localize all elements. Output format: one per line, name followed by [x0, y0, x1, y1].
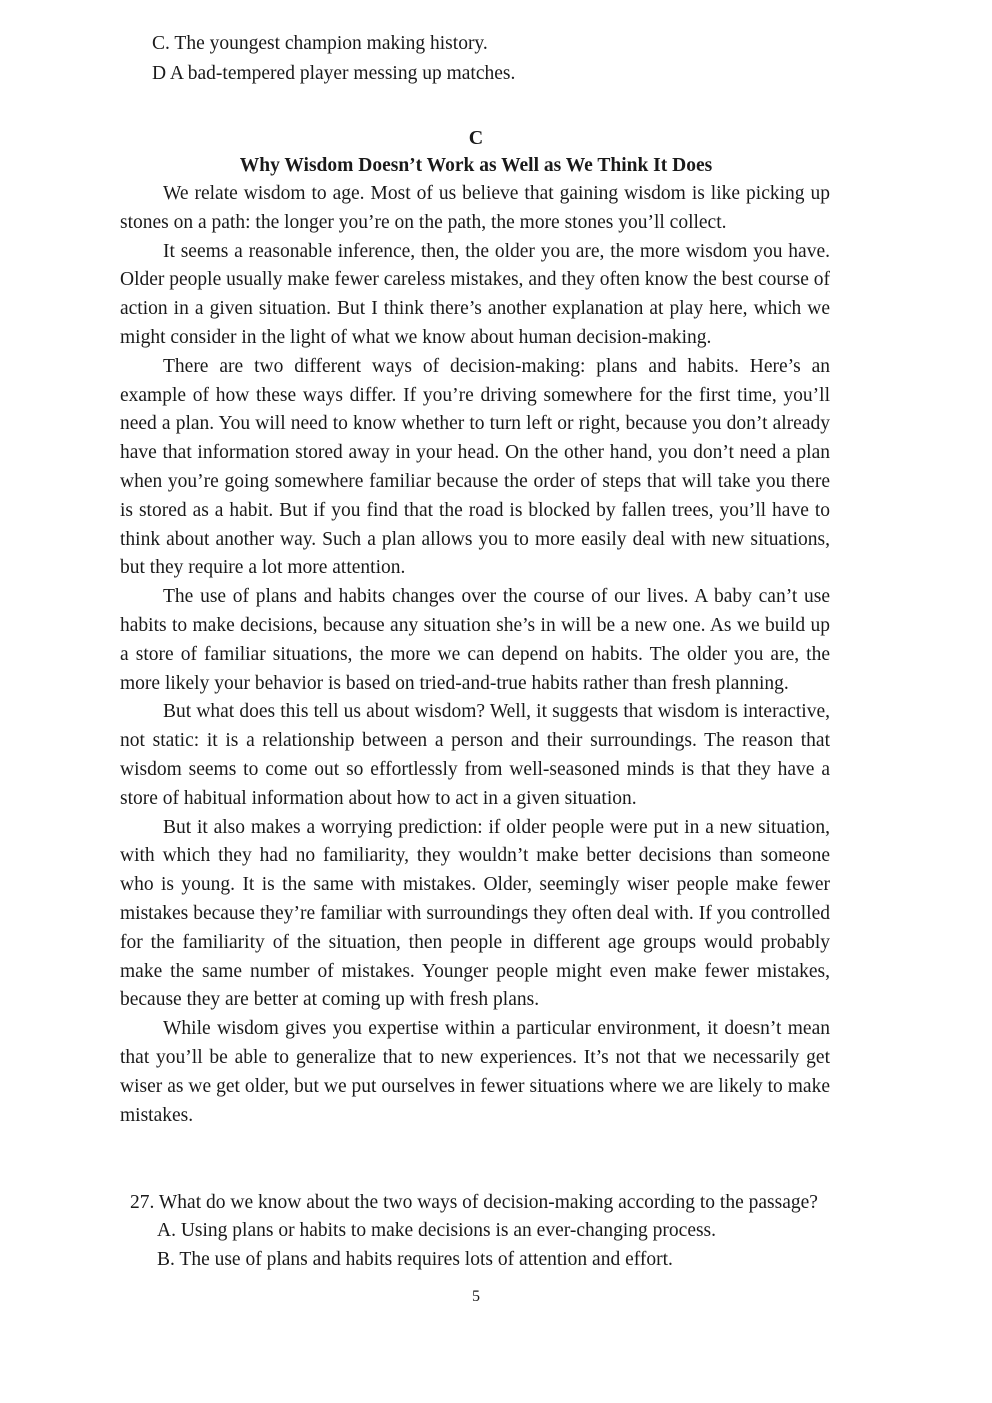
question-stem: 27. What do we know about the two ways of decision-making according to the passage? — [130, 1192, 818, 1213]
paragraph: But what does this tell us about wisdom? Well, it suggests that wisdom is interactive, not static: it is a relationship between a person and their surroundings. The reason that wisdom seems to come out so effortlessly from well-seasoned minds is that they have a store of habitual information about how to act in a given situation. — [120, 701, 830, 809]
question-option-b: B. The use of plans and habits requires lots of attention and effort. — [157, 1249, 673, 1270]
page-number: 5 — [472, 1288, 480, 1305]
passage-title: Why Wisdom Doesn’t Work as Well as We Think It Does — [239, 155, 713, 176]
paragraph: There are two different ways of decision-making: plans and habits. Here’s an example of how these ways differ. If you’re driving somewhere for the first time, you’ll need a plan. You will need to know whether to turn left or right, because you don’t already have that information stored away in your head. On the other hand, you don’t need a plan when you’re going somewhere familiar because the order of steps that will take you there is stored as a habit. But if you find that the road is blocked by fallen trees, you’ll have to think about another way. Such a plan allows you to more easily deal with new situations, but they require a lot more attention. — [120, 355, 830, 579]
previous-option-d: D A bad-tempered player messing up matches. — [152, 63, 516, 84]
question-option-a: A. Using plans or habits to make decisions is an ever-changing process. — [157, 1220, 717, 1241]
paragraph: It seems a reasonable inference, then, the older you are, the more wisdom you have. Older people usually make fewer careless mistakes, and they often know the best course of action in a given situation. But I think there’s another explanation at play here, which we might consider in the light of what we know about human decision-making. — [120, 240, 830, 348]
paragraph: But it also makes a worrying prediction: if older people were put in a new situation, with which they had no familiarity, they wouldn’t make better decisions than someone who is young. It is the same with mistakes. Older, seemingly wiser people make fewer mistakes because they’re familiar with surroundings they often deal with. If you controlled for the familiarity of the situation, then people in different age groups would probably make the same number of mistakes. Younger people might even make fewer mistakes, because they are better at coming up with fresh plans. — [120, 816, 830, 1011]
paragraph: The use of plans and habits changes over the course of our lives. A baby can’t use habits to make decisions, because any situation she’s in will be a new one. As we build up a store of familiar situations, the more we can depend on habits. The older you are, the more likely your behavior is based on tried-and-true habits rather than fresh planning. — [120, 586, 830, 694]
section-letter: C — [468, 127, 484, 149]
paragraph: While wisdom gives you expertise within a particular environment, it doesn’t mean that you’ll be able to generalize that to new experiences. It’s not that we necessarily get wiser as we get older, but we put ourselves in fewer situations where we are likely to make mistakes. — [120, 1018, 830, 1126]
paragraph: We relate wisdom to age. Most of us believe that gaining wisdom is like picking up stones on a path: the longer you’re on the path, the more stones you’ll collect. — [120, 183, 830, 233]
previous-option-c: C. The youngest champion making history. — [152, 33, 488, 54]
passage-body — [120, 180, 830, 1130]
